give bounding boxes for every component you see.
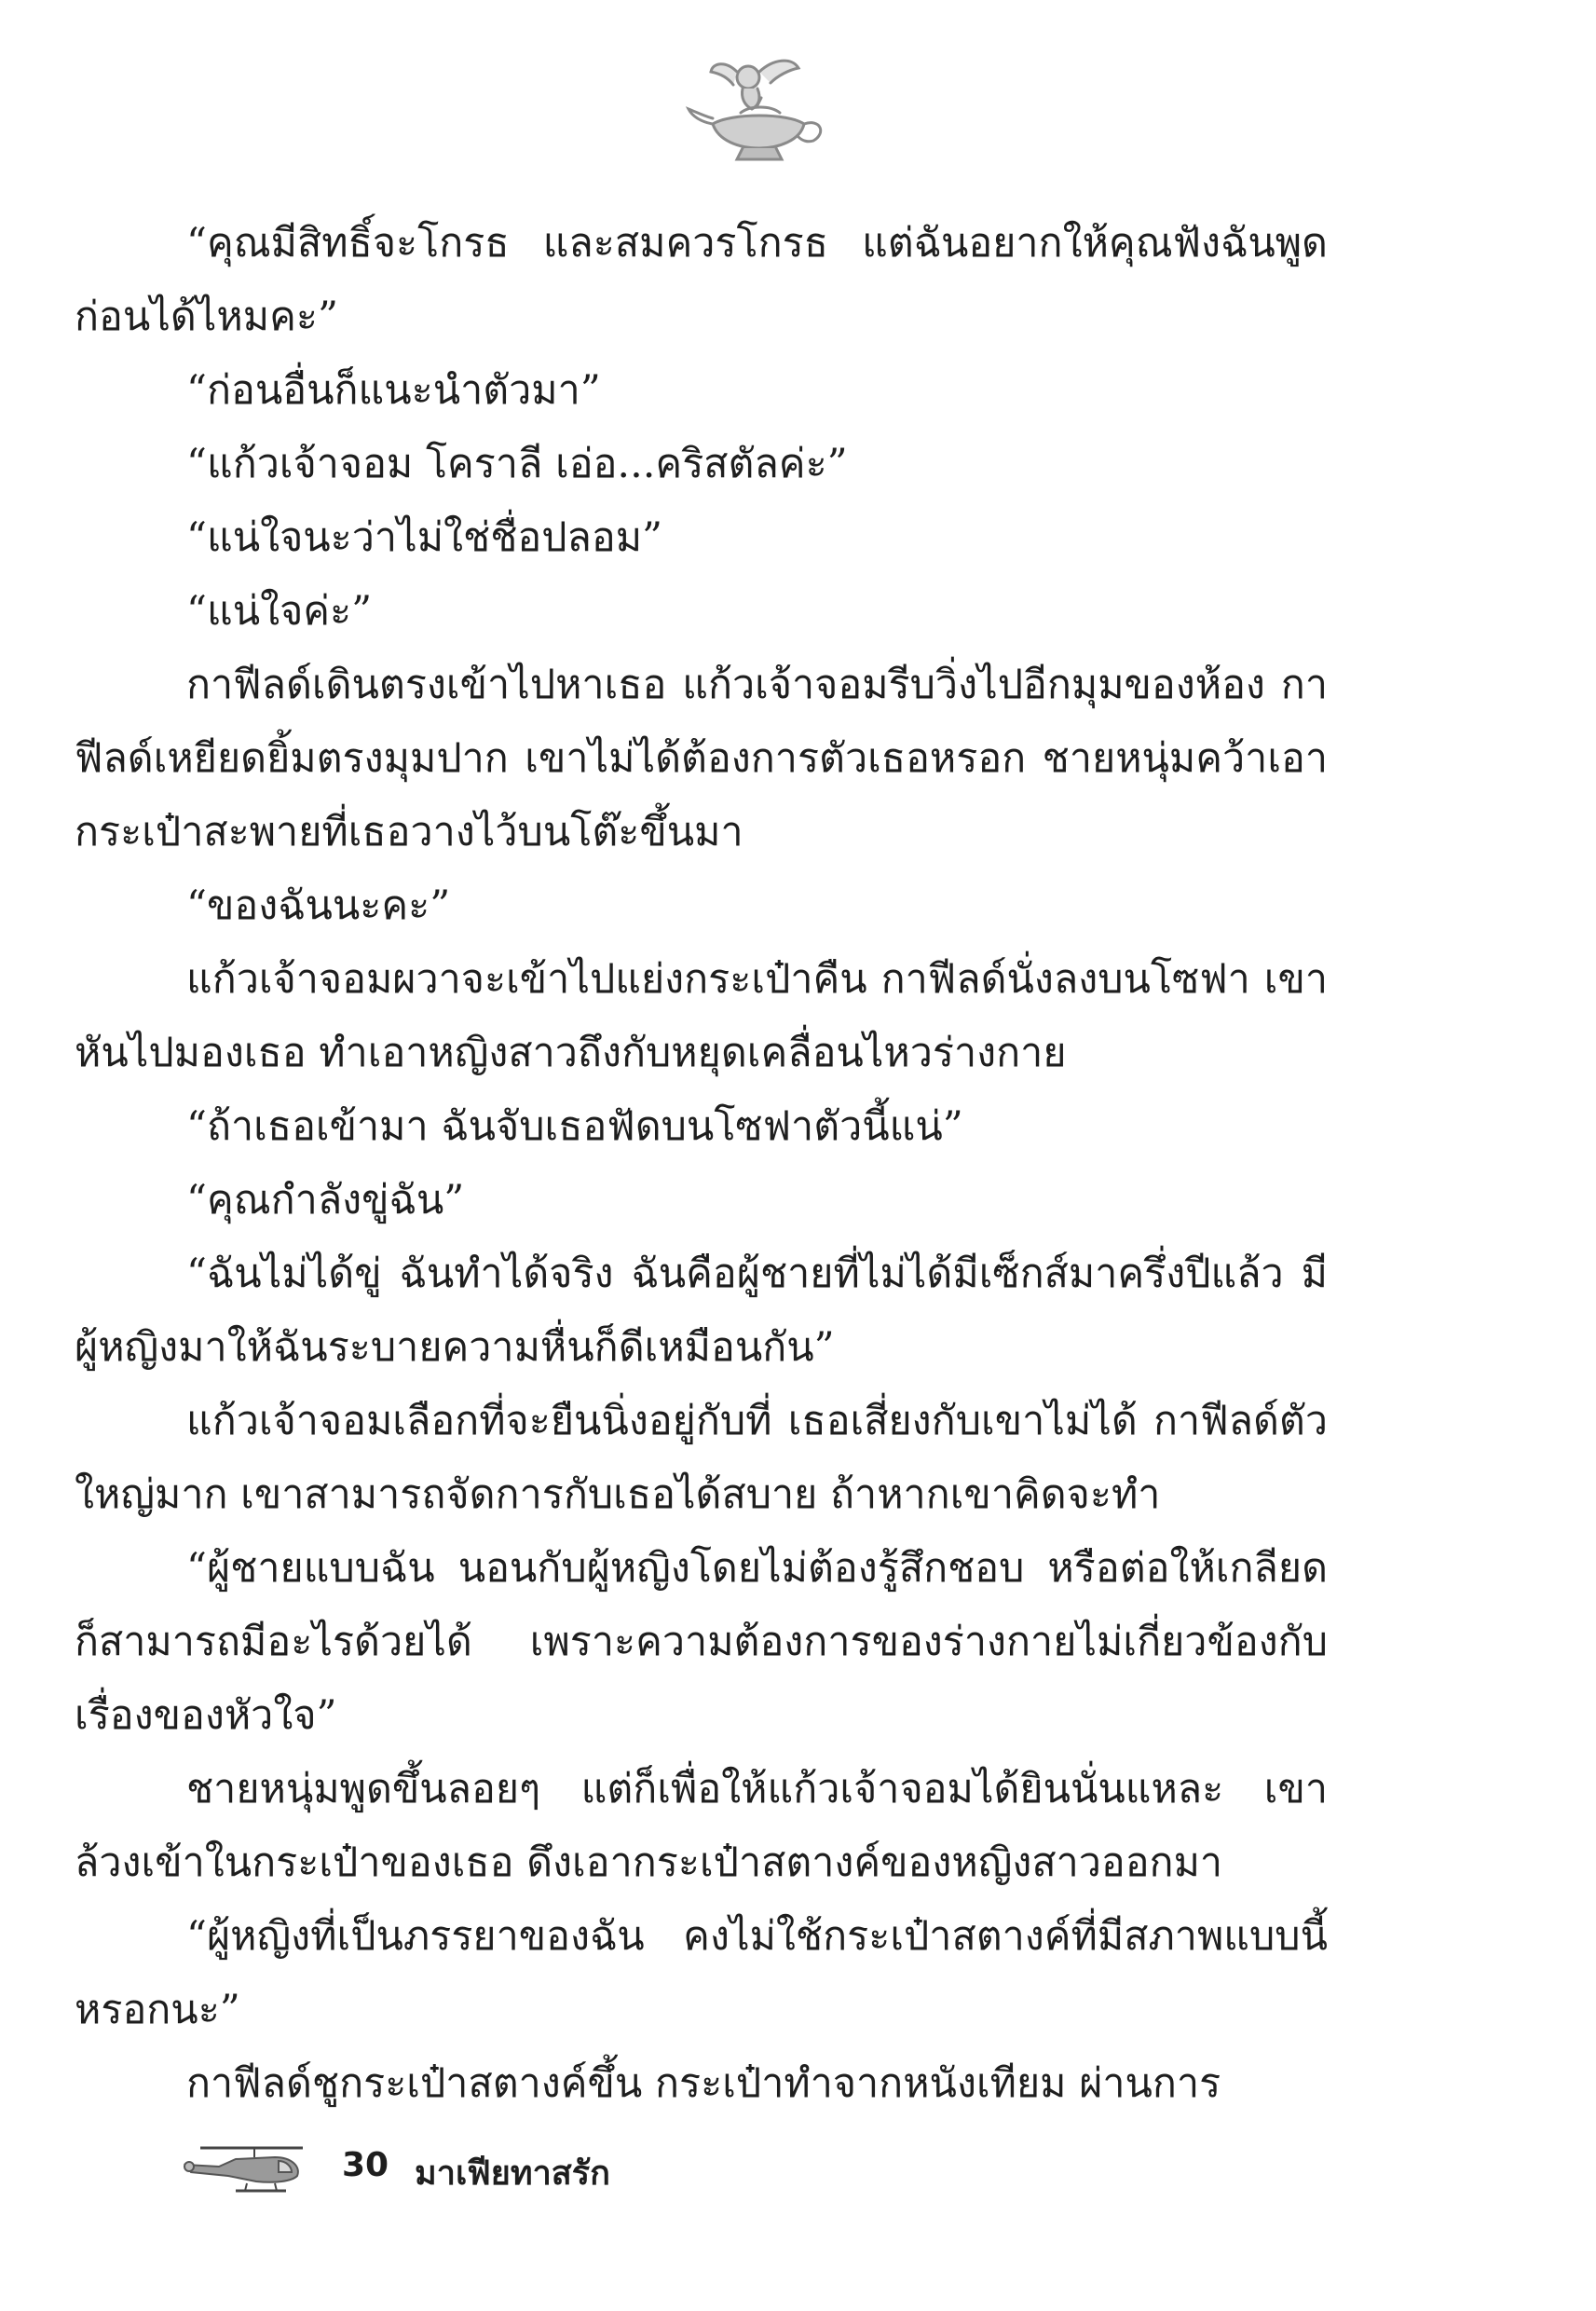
paragraph: “แก้วเจ้าจอม โคราลี เอ่อ...คริสตัลค่ะ” <box>186 441 848 487</box>
page-body <box>75 207 1328 2121</box>
book-title: มาเฟียทาสรัก <box>415 2154 610 2193</box>
paragraph: กาฟีลด์ชูกระเป๋าสตางค์ขึ้น กระเป๋าทำจากหนังเทียม ผ่านการ <box>186 2060 1221 2107</box>
paragraph: ชายหนุ่มพูดขึ้นลอยๆ แต่ก็เพื่อให้แก้วเจ้าจอมได้ยินนั่นแหละ เขาล้วงเข้าในกระเป๋าของเธอ ดึงเอากระเป๋าสตางค์ของหญิงสาวออกมา <box>75 1766 1328 1886</box>
paragraph: “คุณกำลังขู่ฉัน” <box>186 1177 465 1224</box>
paragraph: “ก่อนอื่นก็แนะนำตัวมา” <box>186 367 601 414</box>
paragraph: กาฟีลด์เดินตรงเข้าไปหาเธอ แก้วเจ้าจอมรีบวิ่งไปอีกมุมของห้อง กาฟีลด์เหยียดยิ้มตรงมุมปาก เขาไม่ได้ต้องการตัวเธอหรอก ชายหนุ่มคว้าเอากระเป๋าสะพายที่เธอวางไว้บนโต๊ะขึ้นมา <box>75 662 1328 855</box>
cherub-genie-lamp-icon <box>685 51 834 168</box>
page-number: 30 <box>342 2146 389 2184</box>
paragraph: “คุณมีสิทธิ์จะโกรธ และสมควรโกรธ แต่ฉันอยากให้คุณฟังฉันพูดก่อนได้ไหมคะ” <box>75 220 1328 340</box>
page-footer <box>182 2139 834 2195</box>
paragraph: “แน่ใจนะว่าไม่ใช่ชื่อปลอม” <box>186 514 663 561</box>
paragraph: แก้วเจ้าจอมเลือกที่จะยืนนิ่งอยู่กับที่ เธอเสี่ยงกับเขาไม่ได้ กาฟีลด์ตัวใหญ่มาก เขาสามารถจัดการกับเธอได้สบาย ถ้าหากเขาคิดจะทำ <box>75 1398 1328 1518</box>
paragraph: แก้วเจ้าจอมผวาจะเข้าไปแย่งกระเป๋าคืน กาฟีลด์นั่งลงบนโซฟา เขาหันไปมองเธอ ทำเอาหญิงสาวถึงกับหยุดเคลื่อนไหวร่างกาย <box>75 956 1328 1076</box>
paragraph: “แน่ใจค่ะ” <box>186 588 373 635</box>
helicopter-icon <box>182 2139 307 2195</box>
paragraph: “ผู้หญิงที่เป็นภรรยาของฉัน คงไม่ใช้กระเป๋าสตางค์ที่มีสภาพแบบนี้หรอกนะ” <box>75 1913 1328 2033</box>
paragraph: “ถ้าเธอเข้ามา ฉันจับเธอฟัดบนโซฟาตัวนี้แน่” <box>186 1103 963 1150</box>
paragraph: “ของฉันนะคะ” <box>186 882 451 929</box>
paragraph: “ฉันไม่ได้ขู่ ฉันทำได้จริง ฉันคือผู้ชายที่ไม่ได้มีเซ็กส์มาครึ่งปีแล้ว มีผู้หญิงมาให้ฉันระบายความหื่นก็ดีเหมือนกัน” <box>75 1251 1328 1371</box>
paragraph: “ผู้ชายแบบฉัน นอนกับผู้หญิงโดยไม่ต้องรู้สึกชอบ หรือต่อให้เกลียดก็สามารถมีอะไรด้วยได้ เพราะความต้องการของร่างกายไม่เกี่ยวข้องกับเรื่องของหัวใจ” <box>75 1545 1328 1739</box>
